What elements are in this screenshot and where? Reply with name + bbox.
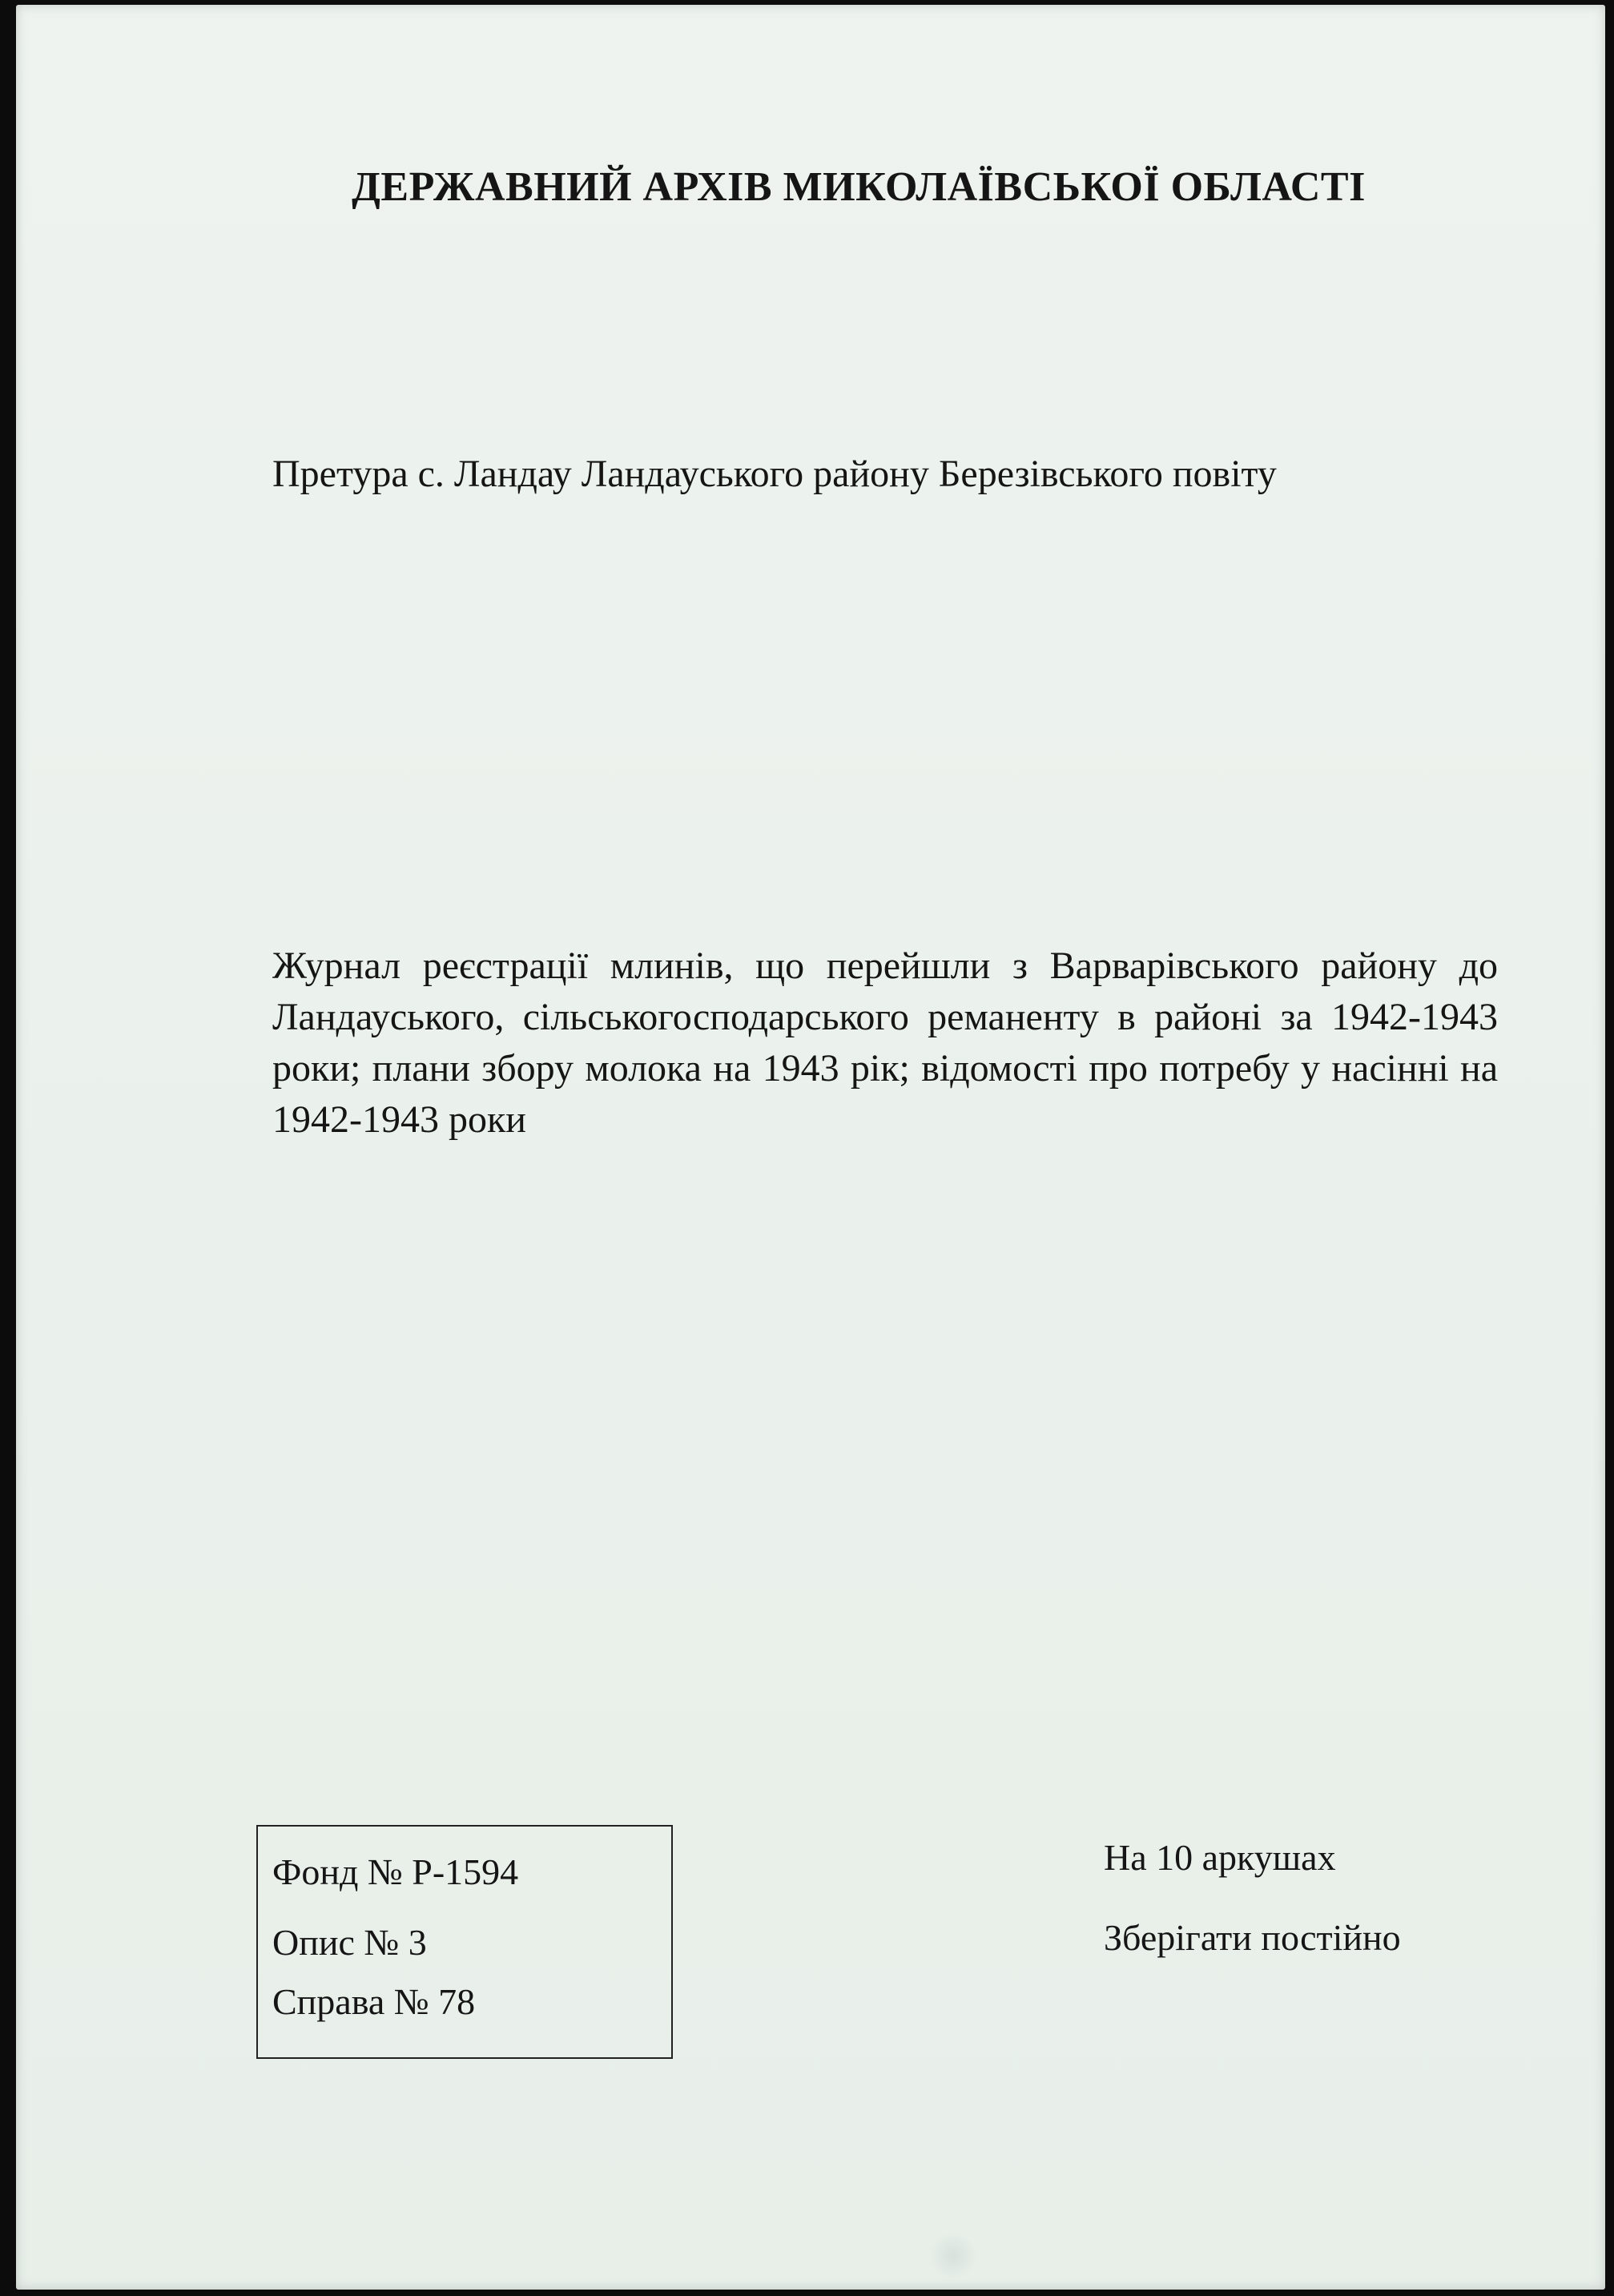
fund-number: Фонд № Р-1594 bbox=[272, 1851, 519, 1892]
archive-title: ДЕРЖАВНИЙ АРХІВ МИКОЛАЇВСЬКОЇ ОБЛАСТІ bbox=[352, 164, 1366, 210]
retention-note: Зберігати постійно bbox=[1104, 1917, 1401, 1958]
archival-reference-box bbox=[256, 1825, 673, 2059]
institution-name: Претура с. Ландау Ландауського району Березівського повіту bbox=[272, 453, 1277, 495]
sheet-count: На 10 аркушах bbox=[1104, 1837, 1336, 1878]
paper-crease bbox=[929, 2232, 977, 2280]
inventory-number: Опис № 3 bbox=[272, 1922, 427, 1963]
file-description: Журнал реєстрації млинів, що перейшли з Варварівського району до Ландауського, сільськогосподарського реманенту в районі за 1942-1943 роки; плани збору молока на 1943 рік; відомості про потребу у насінні на 1942-1943 роки bbox=[272, 945, 1498, 1141]
case-number: Справа № 78 bbox=[272, 1981, 476, 2022]
document-sheet bbox=[16, 5, 1605, 2290]
